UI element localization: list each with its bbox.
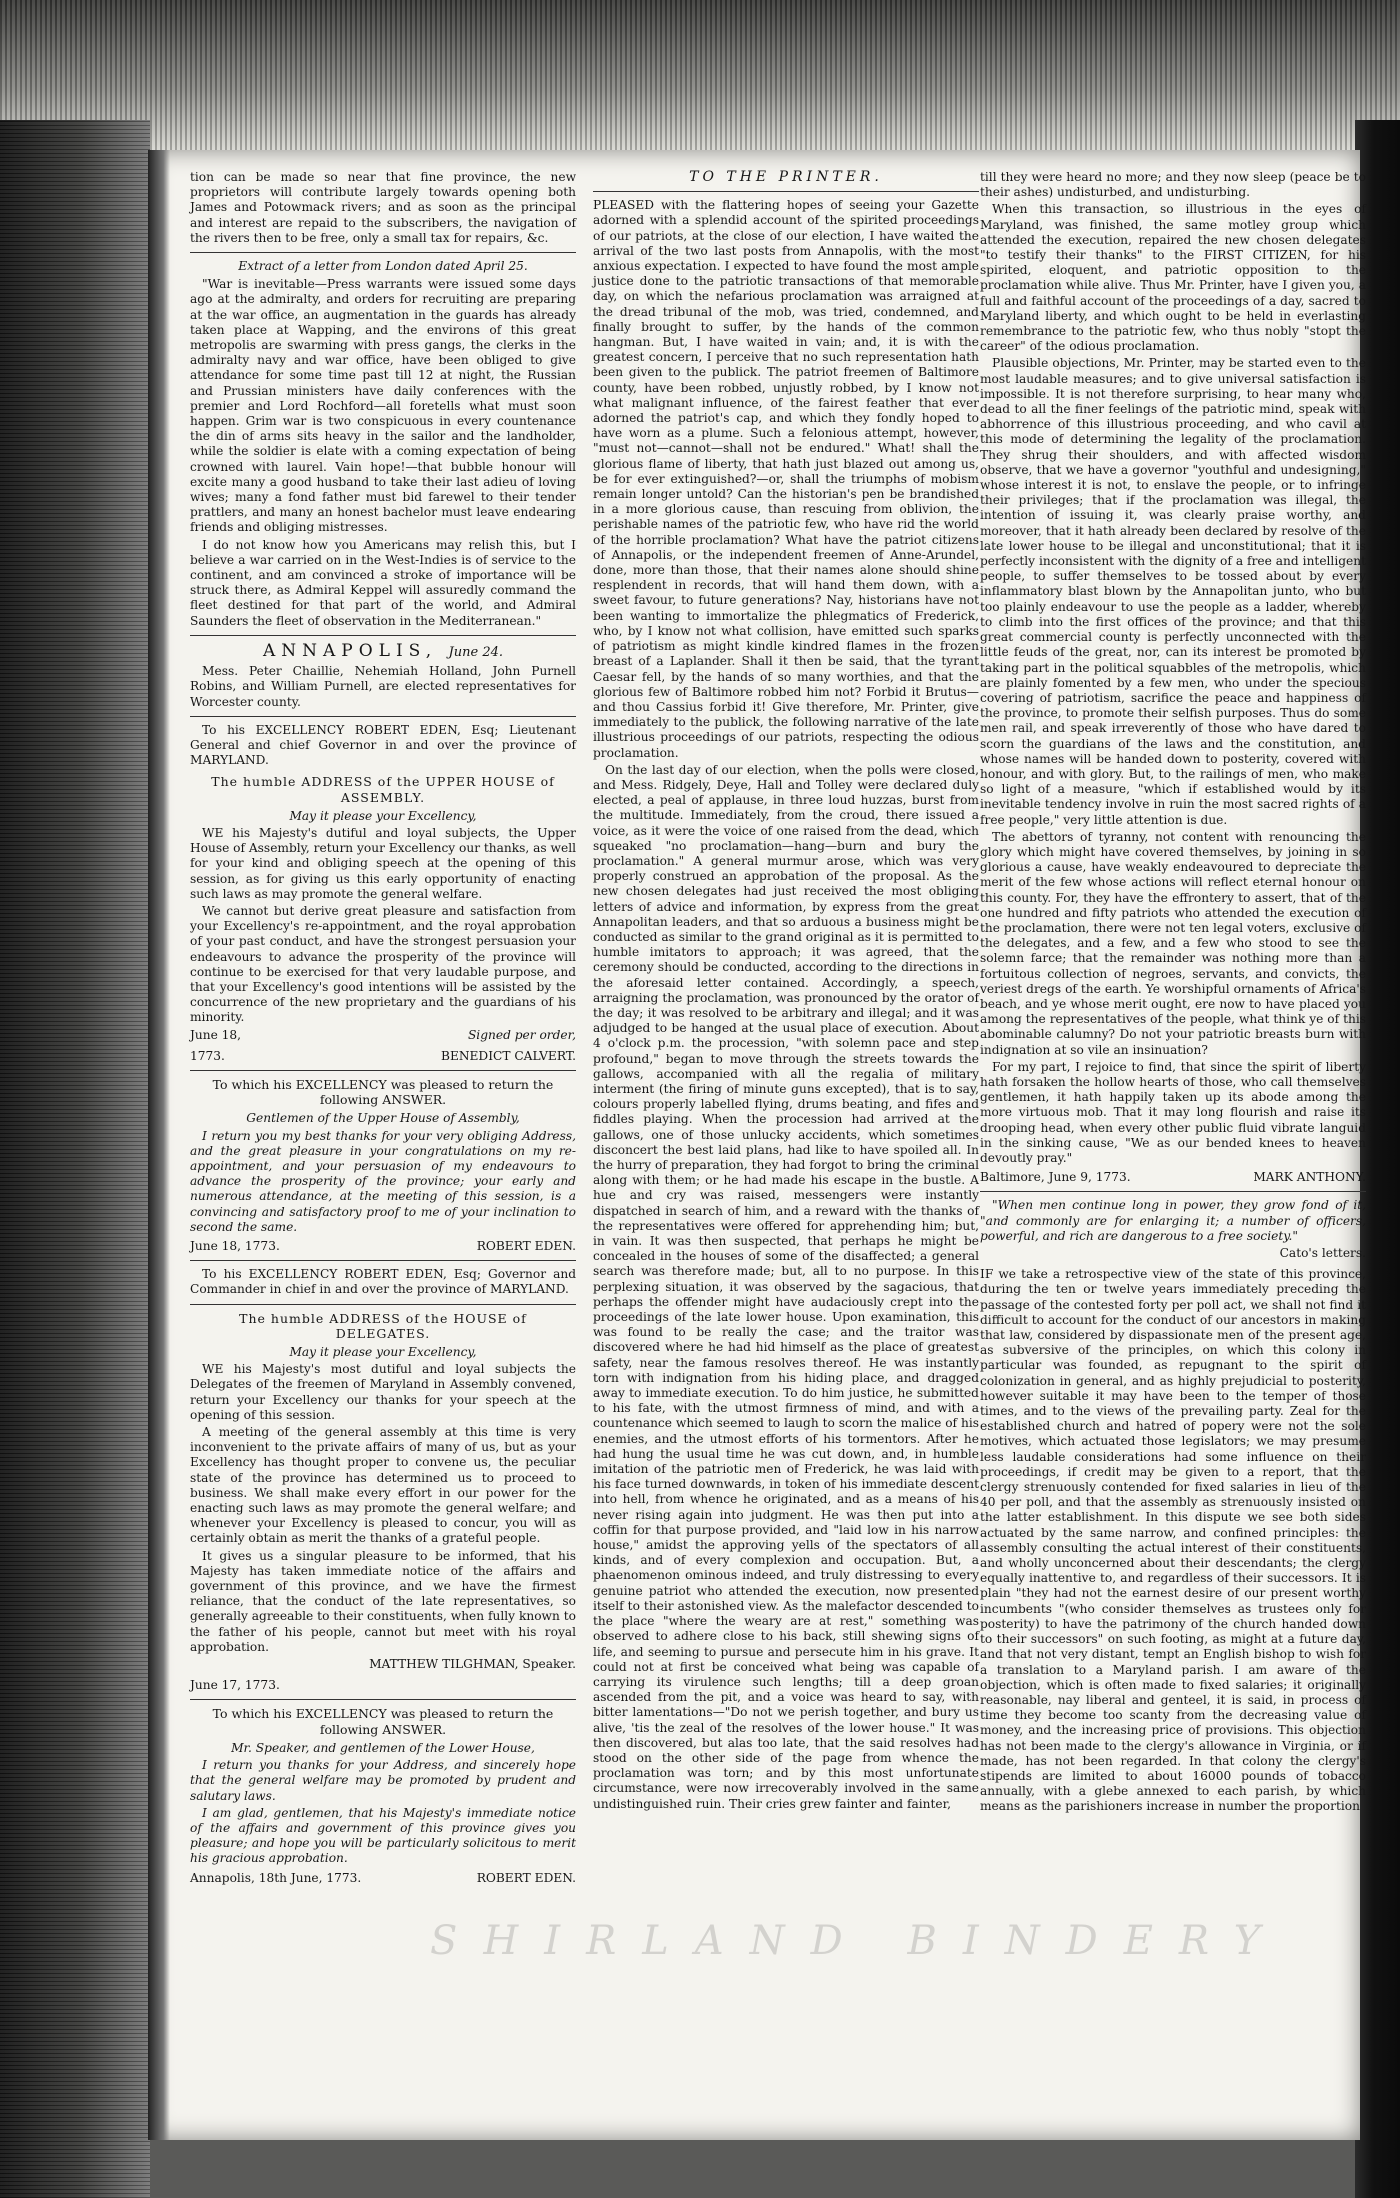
governor-answer-text: I am glad, gentlemen, that his Majesty's immediate notice of the affairs and government of this province gives you pleasure; and hope you will be particularly solicitous to merit his gracious approbation. (190, 1805, 576, 1866)
answer-salutation: Gentlemen of the Upper House of Assembly, (246, 1111, 520, 1126)
annapolis-election-para: Mess. Peter Chaillie, Nehemiah Holland, John Purnell Robins, and William Purnell, are elected representatives for Worcester county. (190, 664, 576, 709)
salutation: May it please your Excellency, (289, 1345, 477, 1360)
extract-para: I do not know how you Americans may relish this, but I believe a war carried on in the West-Indies is of service to the continent, and am convinced a stroke of importance will be struck there, as Admiral Keppel will assuredly command the fleet destined for that part of the world, and Admiral Saunders the fleet of observation in the Mediterranean." (190, 537, 576, 628)
lower-house-address-title: The humble ADDRESS of the HOUSE of DELEGATES. (239, 1310, 527, 1341)
lower-address-para: WE his Majesty's most dutiful and loyal subjects the Delegates of the freemen of Maryland in Assembly convened, return your Excellency our thanks for your speech at the opening of this session. (190, 1362, 576, 1422)
answer-place-date: Annapolis, 18th June, 1773. (190, 1870, 362, 1885)
column-rule (190, 1699, 576, 1700)
page-binding-shadow (148, 150, 170, 2140)
letter-para: Plausible objections, Mr. Printer, may be started even to the most laudable measures; and to give universal satisfaction is impossible. It is not therefore surprising, to hear many who, dead to all the finer feelings of the patriotic mind, speak with abhorrence of this illustrious proceeding, and who cavil at this mode of determining the legality of the proclamation. They shrug their shoulders, and with affected wisdom observe, that we have a governor "youthful and undesigning," whose interest it is not, to enslave the people, or to infringe their privileges; that if the proclamation was illegal, the intention of issuing it, was clearly praise worthy, and moreover, that it hath already been declared by resolve of the late lower house to be illegal and unconstitutional; that it is perfectly inconsistent with the dignity of a free and intelligent people, to suffer themselves to be tossed about by every inflammatory blast blown by the Annapolitan junto, who but too plainly endeavour to use the people as a ladder, whereby to climb into the first offices of the province; and that this great commercial county is perfectly unconnected with the little feuds of the great, nor, can its interest be promoted by taking part in the political squabbles of the metropolis, which are plainly fomented by a few men, who under the specious covering of patriotism, sacrifice the peace and happiness of the province, to promote their selfish purposes. Thus do some men rail, and speak irreverently of those who have dared to scorn the guardians of the laws and the constitution, and whose names will be handed down to posterity, covered with honour, and with glory. But, to the railings of men, who make so light of a measure, "which if established would by its inevitable tendency involve in ruin the most sacred rights of a free people," very little attention is due. (980, 356, 1366, 827)
upper-address-signature-row (190, 1028, 576, 1043)
to-governor-heading: To his EXCELLENCY ROBERT EDEN, Esq; Lieutenant General and chief Governor in and over the province of MARYLAND. (190, 722, 576, 768)
signoff-name: MARK ANTHONY. (1253, 1170, 1366, 1185)
annapolis-dateline: ANNAPOLIS, (262, 640, 438, 661)
answer-intro: To which his EXCELLENCY was pleased to return the following ANSWER. (212, 1706, 554, 1737)
column-rule (190, 716, 576, 717)
scan-border-top (0, 0, 1400, 150)
faded-watermark: SHIRLAND BINDERY (430, 1918, 1287, 1964)
extract-para: "War is inevitable—Press warrants were issued some days ago at the admiralty, and orders for recruiting are preparing at the war office, an augmentation in the guards has already taken place at Wapping, and the environs of this great metropolis are swarming with press gangs, the clerks in the admiralty navy and war office, have been obliged to give attendance for some time past till 12 at night, the Russian and Prussian ministers have daily conferences with the premier and Lord Rochford—all foretells what must soon happen. Grim war is two conspicuous in every countenance the din of arms sits heavy in the sailor and the landholder, while the soldier is elate with a coming expectation of being crowned with laurel. Vain hope!—that bubble honour will excite many a good husband to take their last adieu of loving wives; many a fond father must bid farewel to their tender prattlers, and many an honest bachelor must leave endearing friends and obliging mistresses. (190, 277, 576, 535)
extract-title: Extract of a letter from London dated April 25. (238, 259, 528, 274)
epigraph-quote: "When men continue long in power, they grow fond of it, "and commonly are for enlarging it; a number of officers, powerful, and rich are dangerous to a free society." (980, 1198, 1366, 1243)
column-3 (980, 170, 1366, 1930)
upper-address-para: We cannot but derive great pleasure and satisfaction from your Excellency's re-appointment, and the royal approbation of your past conduct, and have the strongest persuasion your endeavours to advance the prosperity of the province will continue to be exercised for that very laudable purpose, and that your Excellency's good intentions will be assisted by the concurrence of the new proprietary and the guardians of his minority. (190, 903, 576, 1025)
letter-para: The abettors of tyranny, not content with renouncing the glory which might have covered themselves, by joining in so glorious a cause, have weakly endeavoured to depreciate the merit of the few whose actions will reflect eternal honour on this county. For, they have the effrontery to assert, that of the one hundred and fifty patriots who attended the execution of the proclamation, there were not ten legal voters, exclusive of the delegates, and a few, and a few who stood to see the solemn farce; that the remainder was nothing more than a fortuitous collection of negroes, servants, and convicts, the veriest dregs of the earth. Ye worshipful ornaments of Africa's beach, and ye whose merit ought, ere now to have placed you among the representatives of the people, what think ye of this abominable calumny? Do not your patriotic breasts burn with indignation at so vile an insinuation? (980, 829, 1366, 1057)
column-2 (593, 170, 979, 1930)
lower-address-date: June 17, 1773. (190, 1678, 280, 1693)
letter-heading: TO THE PRINTER. (689, 169, 883, 185)
answer-intro: To which his EXCELLENCY was pleased to return the following ANSWER. (212, 1076, 554, 1108)
essay-para: IF we take a retrospective view of the state of this province, during the ten or twelve years immediately preceding the passage of the contested forty per poll act, we shall not find it difficult to account for the conduct of our ancestors in making that law, considered by dispassionate men of the present age, as subversive of the principles, on which this colony in particular was founded, as repugnant to the spirit of colonization in general, and as highly prejudicial to posterity, however suitable it may have been to the temper of those times, and to the views of the prevailing party. Zeal for the established church and hatred of popery were not the sole motives, which actuated those legislators; we may presume less laudable considerations had some influence on their proceedings, if credit may be given to a report, that the clergy strenuously contended for fixed salaries in lieu of the 40 per poll, and that the assembly as strenuously insisted on the latter establishment. In this dispute we see both sides actuated by the same narrow, and confined principles: the assembly consulting the actual interest of their constituents, and wholly unconcerned about their descendants; the clergy equally inattentive to, and regardless of their successors. It is plain "they had not the earnest desire of our present worthy incumbents "(who consider themselves as trustees only for posterity) to have the patrimony of the church handed down to their successors" on such footing, as might at a future day, and that not very distant, tempt an English bishop to wish for a translation to a Maryland parish. I am aware of the objection, which is often made to fixed salaries; it originally reasonable, nay liberal and genteel, it is said, in process of time they become too scanty from the decreasing value of money, and the increasing price of provisions. This objection has not been made to the clergy's allowance in Virginia, or if made, has not been regarded. In that colony the clergy's stipends are limited to about 16000 pounds of tobacco annually, with a glebe annexed to each parish, by which means as the parishioners increase in number the proportion (980, 1267, 1366, 1814)
answer-date: June 18, 1773. (190, 1239, 280, 1253)
letter-para: till they were heard no more; and they now sleep (peace be to their ashes) undisturbed, and undisturbing. (980, 170, 1366, 200)
epigraph-attribution: Cato's letters. (1279, 1246, 1366, 1261)
column-rule (593, 191, 979, 192)
column-rule (980, 1191, 1366, 1192)
col1-intro-para: tion can be made so near that fine province, the new proprietors will contribute largely towards opening both James and Potowmack rivers; and as soon as the principal and interest are repaid to the subscribers, the navigation of the rivers then to be free, only a small tax for repairs, &c. (190, 170, 576, 245)
column-rule (190, 635, 576, 636)
answer-signer: ROBERT EDEN. (476, 1239, 576, 1253)
lower-address-para: It gives us a singular pleasure to be informed, that his Majesty has taken immediate notice of the affairs and government of this province, and we have the firmest reliance, that the conduct of the late representatives, so generally agreeable to their constituents, when fully known to the father of his people, cannot but meet with his royal approbation. (190, 1548, 576, 1654)
letter-para: On the last day of our election, when the polls were closed, and Mess. Ridgely, Deye, Hall and Tolley were declared duly elected, a peal of applause, in three loud huzzas, burst from the multitude. Immediately, from the croud, there issued a voice, as it were the voice of one raised from the dead, which squeaked "no proclamation—hang—burn and bury the proclamation." A general murmur arose, which was very properly construed an approbation of the proposal. As the new chosen delegates had just received the most obliging letters of advice and information, by express from the great Annapolitan leaders, and that so arduous a business might be conducted as similar to the grand original as it is permitted to humble imitators to approach; it was agreed, that the ceremony should be conducted, according to the directions in the aforesaid letter contained. Accordingly, a speech, arraigning the proclamation, was pronounced by the orator of the day; it was resolved to be arbitrary and illegal; and it was adjudged to be hanged at the usual place of execution. About 4 o'clock p.m. the procession, "with solemn pace and step profound," began to move through the streets towards the gallows, accompanied with all the regalia of military interment (the firing of minute guns excepted), that is to say, colours properly labelled flying, drums beating, and fifes and fiddles playing. When the procession had arrived at the gallows, one of those unlucky accidents, which sometimes disconcert the best laid plans, had like to have spoiled all. In the hurry of preparation, they had forgot to bring the criminal along with them; or he had made his escape in the bustle. A hue and cry was raised, messengers were instantly dispatched in search of him, and a reward with the thanks of the representatives were offered for apprehending him; but, in vain. It was then suspected, that perhaps he might be concealed in the houses of some of the disaffected; a general search was therefore made; but, all to no purpose. In this perplexing situation, it was observed by the sagacious, that perhaps the offender might have audaciously crept into the proceedings of the late lower house. Upon examination, this was found to be really the case; and the traitor was discovered where he had hid himself as the place of greatest safety, near the famous resolves thereof. He was instantly torn with indignation from his hiding place, and dragged away to immediate execution. To do him justice, he submitted to his fate, with the utmost firmness of mind, and with a countenance which seemed to laugh to scorn the malice of his enemies, and the utmost efforts of his tormentors. After he had hung the usual time he was cut down, and, in humble imitation of the patriotic men of Frederick, he was laid with his face turned downwards, in token of his immediate descent into hell, from whence he originated, and as a means of his never rising again into judgment. He was then put into a coffin for that purpose provided, and "laid low in his narrow house," amidst the approving yells of the spectators of all kinds, and of every complexion and occupation. But, a phaenomenon ominous indeed, and truly distressing to every genuine patriot who attended the execution, now presented itself to their astonished view. As the malefactor descended to the place "where the weary are at rest," something was observed to adhere close to his back, still shewing signs of life, and seeming to pursue and persecute him in his grave. It could not at first be conceived what being was capable of carrying its virulence such lengths; till a deep groan ascended from the pit, and a voice was heard to say, with bitter lamentations—"Do not we perish together, and bury us alive, 'tis the zeal of the resolves of the lower house." It was then discovered, but alas too late, that the said resolves had stood on the other side of the page from whence the proclamation was torn; and by this most unfortunate circumstance, were now irrecoverably involved in the same undistinguished ruin. Their cries grew fainter and fainter, (593, 762, 979, 1811)
scan-border-left (0, 120, 150, 2198)
column-rule (190, 252, 576, 253)
governor-answer-text: I return you thanks for your Address, and sincerely hope that the general welfare may be promoted by prudent and salutary laws. (190, 1758, 576, 1803)
governor-answer-text: I return you my best thanks for your very obliging Address, and the great pleasure in your congratulations on my re-appointment, and your persuasion of my endeavours to advance the prosperity of the province; your early and numerous attendance, at the meeting of this session, is a convincing and satisfactory proof to me of your inclination to second the same. (190, 1128, 576, 1234)
column-rule (190, 1260, 576, 1261)
letter-para: When this transaction, so illustrious in the eyes of Maryland, was finished, the same motley group which attended the execution, repaired the new chosen delegates "to testify their thanks" to the FIRST CITIZEN, for his spirited, eloquent, and patriotic opposition to the proclamation while alive. Thus Mr. Printer, have I given you, a full and faithful account of the proceedings of a day, sacred to Maryland liberty, and which ought to be held in everlasting remembrance to the patriotic few, who thus nobly "stopt the career" of the odious proclamation. (980, 202, 1366, 354)
signoff-place-date: Baltimore, June 9, 1773. (980, 1170, 1131, 1185)
upper-dated: June 18, (190, 1027, 242, 1042)
upper-year: 1773. (190, 1048, 225, 1063)
letter-signoff (980, 1170, 1366, 1185)
annapolis-date: June 24. (448, 644, 503, 660)
column-rule (190, 1304, 576, 1305)
column-rule (190, 1070, 576, 1071)
column-1 (190, 170, 576, 1930)
salutation: May it please your Excellency, (289, 808, 477, 823)
lower-address-para: A meeting of the general assembly at this time is very inconvenient to the private affairs of many of us, but as your Excellency has thought proper to convene us, the peculiar state of the province has determined us to proceed to business. We shall make every effort in our power for the enacting such laws as may promote the general welfare; and whenever your Excellency is pleased to concur, you will as certainly obtain as merit the thanks of a grateful people. (190, 1425, 576, 1546)
letter-para: For my part, I rejoice to find, that since the spirit of liberty hath forsaken the hollow hearts of those, who call themselves gentlemen, it hath happily taken up its abode among the more virtuous mob. That it may long flourish and raise its drooping head, when every other public fluid vibrate languid in the sinking cause, "We as our bended knees to heaven devoutly pray." (980, 1059, 1366, 1165)
answer-signer: ROBERT EDEN. (476, 1870, 576, 1885)
upper-signer: BENEDICT CALVERT. (441, 1048, 576, 1063)
answer-signature-row (190, 1239, 576, 1254)
speaker-signer: MATTHEW TILGHMAN, Speaker. (369, 1657, 576, 1672)
upper-signer-row (190, 1049, 576, 1064)
upper-address-para: WE his Majesty's dutiful and loyal subjects, the Upper House of Assembly, return your Excellency our thanks, as well for your kind and obliging speech at the opening of this session, as for giving us this early opportunity of enacting such laws as may promote the general welfare. (190, 825, 576, 901)
to-governor-heading: To his EXCELLENCY ROBERT EDEN, Esq; Governor and Commander in chief in and over the province of MARYLAND. (190, 1267, 576, 1297)
answer-signature-row (190, 1871, 576, 1886)
letter-para: PLEASED with the flattering hopes of seeing your Gazette adorned with a splendid account of the spirited proceedings of our patriots, at the close of our election, I have waited the arrival of the two last posts from Annapolis, with the most anxious expectation. I expected to have found the most ample justice done to the patriotic transactions of that memorable day, on which the nefarious proclamation was arraigned at the dread tribunal of the mob, was tried, condemned, and finally brought to suffer, by the hands of the common hangman. But, I have waited in vain; and, it is with the greatest concern, I perceive that no such representation hath been given to the publick. The patriot freemen of Baltimore county, have been robbed, unjustly robbed, by I know not what malignant influence, of the fairest feather that ever adorned the patriot's cap, and which they fondly hoped to have worn as a plume. Such a felonious attempt, however, "must not—cannot—shall not be endured." What! shall the glorious flame of liberty, that hath just blazed out among us, be for ever extinguished?—or, shall the triumphs of mobism remain longer untold? Can the historian's pen be brandished in a more glorious cause, than rescuing from oblivion, the perishable names of the patriotic few, who have rid the world of the horrible proclamation? What have the patriot citizens of Annapolis, or the independent freemen of Anne-Arundel, done, more than those, that their names alone should shine resplendent in records, that will hand them down, with a sweet favour, to future generations? Nay, historians have not been wanting to immortalize the phlegmatics of Frederick, who, by I know not what collision, have emitted such sparks of patriotism as might kindle kindred flames in the frozen breast of a Laplander. Shall it then be said, that the tyrant Caesar fell, by the hands of so many worthies, and that the glorious few of Baltimore robbed him not? Forbid it Brutus—and thou Cassius forbid it! Give therefore, Mr. Printer, give immediately to the publick, the following narrative of the late illustrious proceedings of our patriots, respecting the odious proclamation. (593, 198, 979, 760)
signed-per-order: Signed per order, (467, 1027, 576, 1042)
annapolis-headline (190, 640, 576, 661)
upper-house-address-title: The humble ADDRESS of the UPPER HOUSE of ASSEMBLY. (211, 774, 555, 805)
answer-salutation: Mr. Speaker, and gentlemen of the Lower House, (231, 1740, 535, 1755)
